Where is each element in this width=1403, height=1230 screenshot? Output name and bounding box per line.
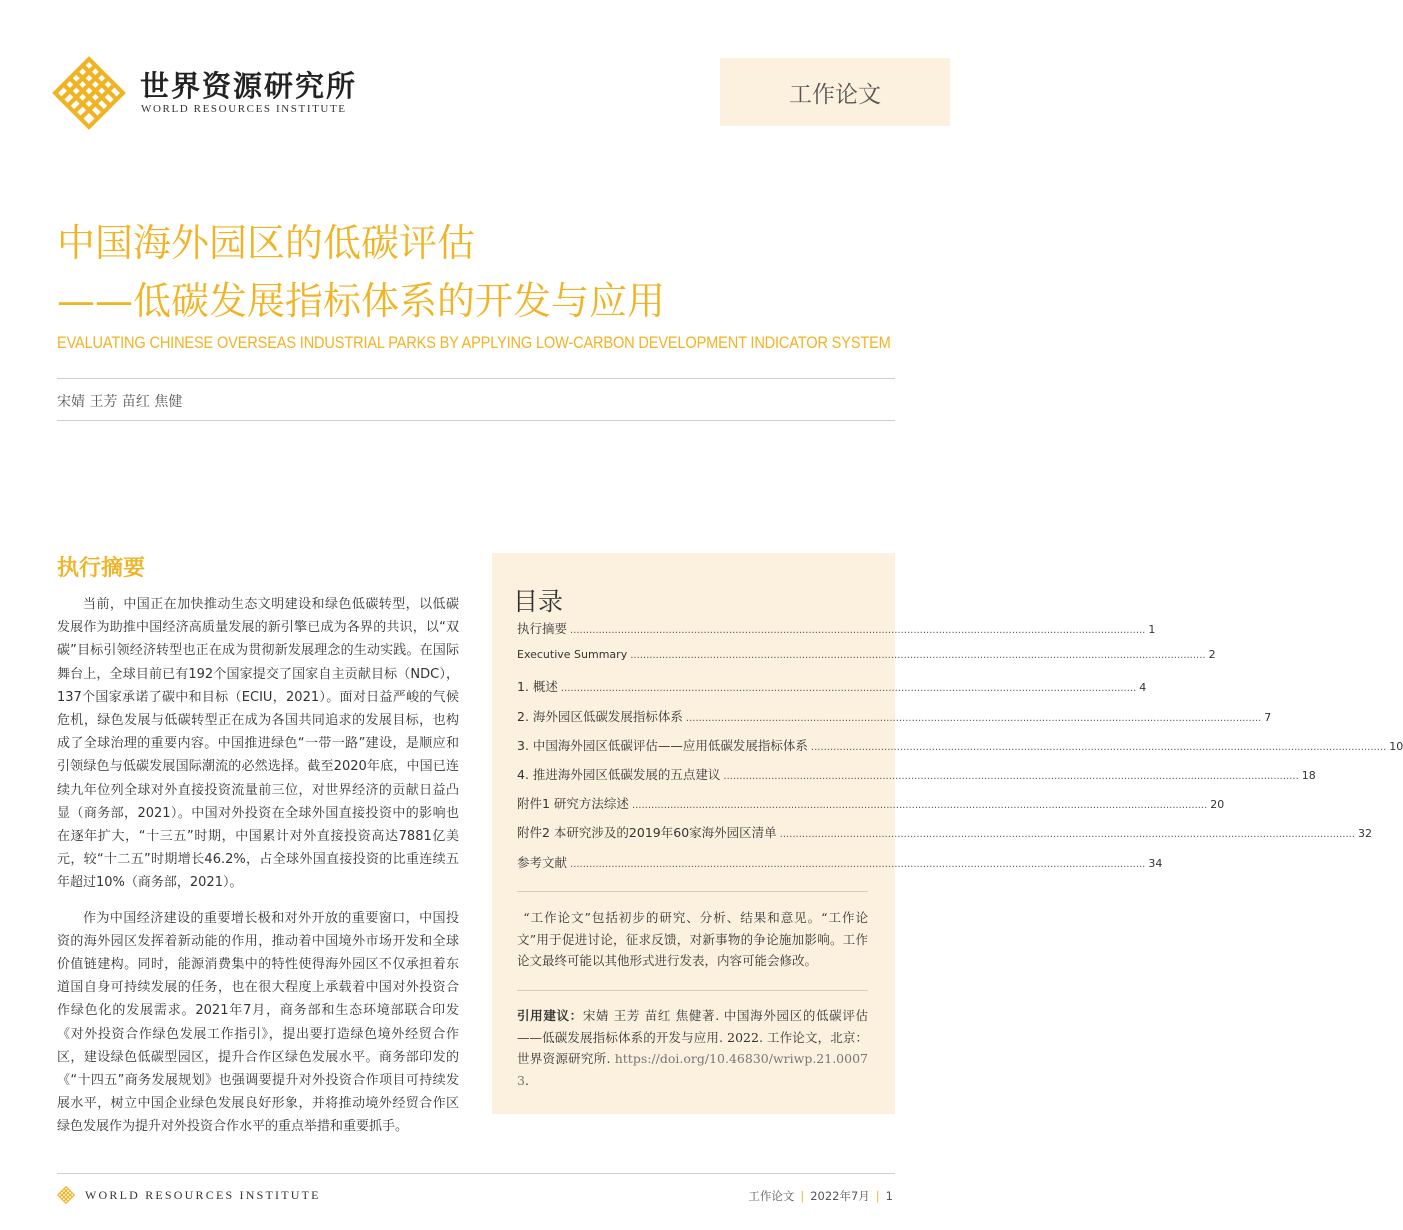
footer-divider (57, 1173, 895, 1174)
summary-body (57, 593, 459, 1151)
wri-logo (52, 56, 362, 126)
doi-link[interactable]: https://doi.org/10.46830/wriwp.21.00073 (517, 1051, 868, 1088)
wri-knot-footer-icon (57, 1186, 75, 1204)
authors: 宋婧 王芳 苗红 焦健 (57, 394, 183, 410)
sidebar-box (492, 553, 1403, 1114)
toc-item[interactable]: 4. 推进海外园区低碳发展的五点建议 ..................................................................................................................................................................................... 18 (517, 766, 1316, 782)
summary-paragraph: 当前，中国正在加快推动生态文明建设和绿色低碳转型，以低碳发展作为助推中国经济高质量发展的新引擎已成为各界的共识，以“双碳”目标引领经济转型也正在成为贯彻新发展理念的生动实践。在国际舞台上，全球目前已有192个国家提交了国家自主贡献目标（NDC），137个国家承诺了碳中和目标（ECIU，2021）。面对日益严峻的气候危机，绿色发展与低碳转型正在成为各国共同追求的发展目标，也构成了全球治理的重要内容。中国推进绿色“一带一路”建设，是顺应和引领绿色与低碳发展国际潮流的必然选择。截至2020年底，中国已连续九年位列全球对外直接投资流量前三位，对世界经济的贡献日益凸显（商务部，2021）。中国对外投资在全球外国直接投资中的影响也在逐年扩大，“十三五”时期，中国累计对外直接投资高达7881亿美元，较“十二五”时期增长46.2%，占全球外国直接投资的比重连续五年超过10%（商务部，2021）。 (57, 597, 459, 891)
org-name-cn: 世界资源研究所 (140, 69, 358, 103)
toc-item[interactable]: Executive Summary ..................................................................................................................................................................................... 2 (517, 648, 1216, 662)
citation-label: 引用建议： (517, 1008, 583, 1023)
title-english: EVALUATING CHINESE OVERSEAS INDUSTRIAL PARKS BY APPLYING LOW-CARBON DEVELOPMENT INDICATOR SYSTEM (57, 334, 891, 352)
title-line-2: ——低碳发展指标体系的开发与应用 (57, 279, 666, 323)
citation: 引用建议：宋婧 王芳 苗红 焦健著. 中国海外园区的低碳评估——低碳发展指标体系的开发与应用. 2022. 工作论文，北京：世界资源研究所. https://doi.org/10.46830/wriwp.21.00073. (517, 1008, 868, 1088)
divider (57, 420, 895, 421)
toc-item[interactable]: 1. 概述 ..................................................................................................................................................................................... 4 (517, 679, 1147, 695)
section-heading: 执行摘要 (57, 556, 146, 581)
toc-item[interactable]: 参考文献 ..................................................................................................................................................................................... 34 (517, 854, 1163, 870)
toc-title: 目录 (513, 587, 564, 616)
footer-org-name: WORLD RESOURCES INSTITUTE (85, 1188, 321, 1202)
footer-meta: 工作论文 | 2022年7月 | 1 (748, 1189, 893, 1203)
citation-text: 宋婧 王芳 苗红 焦健著. 中国海外园区的低碳评估——低碳发展指标体系的开发与应用. 2022. 工作论文，北京：世界资源研究所. (517, 1008, 868, 1066)
summary-paragraph: 作为中国经济建设的重要增长极和对外开放的重要窗口，中国投资的海外园区发挥着新动能的作用，推动着中国境外市场开发和全球价值链建构。同时，能源消费集中的特性使得海外园区不仅承担着东道国自身可持续发展的任务，也在很大程度上承载着中国对外投资合作绿色化的发展需求。2021年7月，商务部和生态环境部联合印发《对外投资合作绿色发展工作指引》，提出要打造绿色境外经贸合作区，建设绿色低碳型园区，提升合作区绿色发展水平。商务部印发的《“十四五”商务发展规划》也强调要提升对外投资合作项目可持续发展水平，树立中国企业绿色发展良好形象，并将推动境外经贸合作区绿色发展作为提升对外投资合作水平的重点举措和重要抓手。 (57, 910, 459, 1135)
working-paper-note: “工作论文”包括初步的研究、分析、结果和意见。“工作论文”用于促进讨论，征求反馈，对新事物的争论施加影响。工作论文最终可能以其他形式进行发表，内容可能会修改。 (517, 910, 868, 968)
toc-item[interactable]: 附件2 本研究涉及的2019年60家海外园区清单 ..................................................................................................................................................................................... 32 (517, 825, 1373, 841)
footer-doc-type: 工作论文 (748, 1189, 795, 1203)
toc-item[interactable]: 2. 海外园区低碳发展指标体系 ..................................................................................................................................................................................... 7 (517, 708, 1272, 724)
doc-type-badge: 工作论文 (720, 58, 950, 126)
table-of-contents (517, 619, 1403, 882)
toc-item[interactable]: 3. 中国海外园区低碳评估——应用低碳发展指标体系 ..................................................................................................................................................................................... 10 (517, 737, 1403, 753)
divider (517, 891, 868, 892)
toc-item[interactable]: 执行摘要 ..................................................................................................................................................................................... 1 (517, 621, 1156, 636)
wri-knot-logo-icon (52, 56, 126, 130)
toc-item[interactable]: 附件1 研究方法综述 ..................................................................................................................................................................................... 20 (517, 796, 1225, 812)
footer-date: 2022年7月 (810, 1189, 870, 1203)
page-number: 1 (885, 1189, 893, 1203)
title-line-1: 中国海外园区的低碳评估 (57, 221, 476, 265)
divider (57, 378, 895, 379)
org-name-en: WORLD RESOURCES INSTITUTE (141, 103, 347, 115)
divider (517, 990, 868, 991)
